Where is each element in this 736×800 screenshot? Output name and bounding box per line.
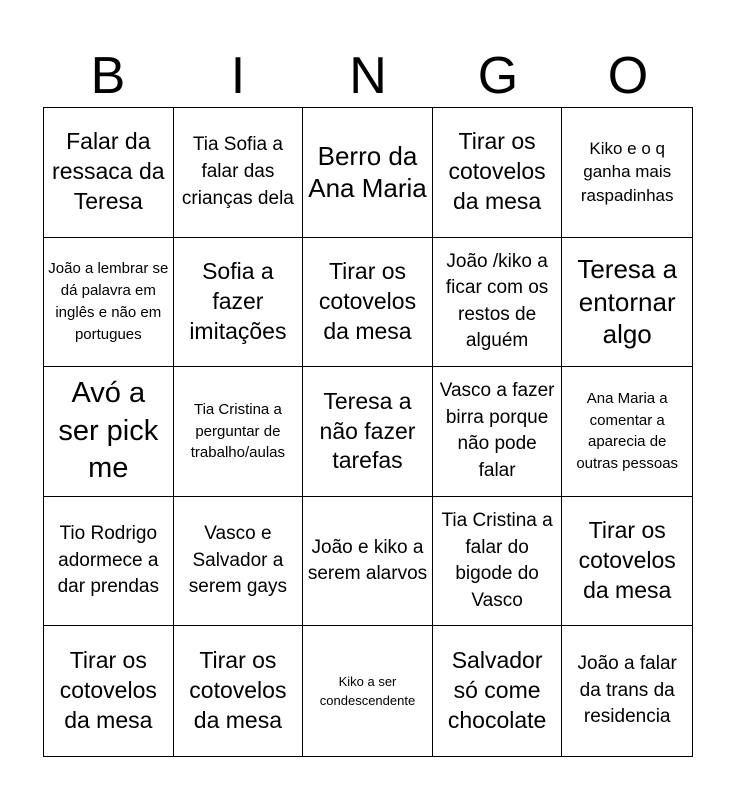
bingo-cell-r4c3[interactable]: João e kiko a serem alarvos (303, 497, 433, 627)
bingo-cell-r1c1[interactable]: Falar da ressaca da Teresa (44, 108, 174, 238)
header-letter-i: I (230, 47, 246, 105)
bingo-cell-r4c1[interactable]: Tio Rodrigo adormece a dar prendas (44, 497, 174, 627)
bingo-cell-r5c2[interactable]: Tirar os cotovelos da mesa (174, 626, 304, 756)
bingo-cell-r1c2[interactable]: Tia Sofia a falar das crianças dela (174, 108, 304, 238)
bingo-cell-r5c1[interactable]: Tirar os cotovelos da mesa (44, 626, 174, 756)
bingo-cell-r2c1[interactable]: João a lembrar se dá palavra em inglês e não em portugues (44, 238, 174, 368)
bingo-grid (43, 107, 693, 757)
bingo-cell-r4c2[interactable]: Vasco e Salvador a serem gays (174, 497, 304, 627)
bingo-cell-r3c1[interactable]: Avó a ser pick me (44, 367, 174, 497)
bingo-cell-r4c4[interactable]: Tia Cristina a falar do bigode do Vasco (433, 497, 563, 627)
bingo-cell-r3c2[interactable]: Tia Cristina a perguntar de trabalho/aulas (174, 367, 304, 497)
header-letter-g: G (477, 47, 519, 105)
bingo-cell-r2c4[interactable]: João /kiko a ficar com os restos de alguém (433, 238, 563, 368)
bingo-cell-r3c4[interactable]: Vasco a fazer birra porque não pode falar (433, 367, 563, 497)
bingo-cell-r3c3[interactable]: Teresa a não fazer tarefas (303, 367, 433, 497)
bingo-cell-r2c2[interactable]: Sofia a fazer imitações (174, 238, 304, 368)
bingo-cell-r3c5[interactable]: Ana Maria a comentar a aparecia de outras pessoas (562, 367, 692, 497)
bingo-cell-r5c5[interactable]: João a falar da trans da residencia (577, 653, 677, 728)
bingo-cell-r5c3[interactable]: Kiko a ser condescendente (303, 626, 433, 756)
bingo-cell-r2c5[interactable]: Teresa a entornar algo (562, 238, 692, 368)
bingo-cell-r5c4[interactable]: Salvador só come chocolate (433, 626, 563, 756)
bingo-cell-r2c3[interactable]: Tirar os cotovelos da mesa (303, 238, 433, 368)
bingo-header (43, 44, 693, 108)
bingo-cell-r1c3[interactable]: Berro da Ana Maria (303, 108, 433, 238)
bingo-cell-r1c5[interactable]: Kiko e o q ganha mais raspadinhas (562, 108, 692, 238)
header-letter-n: N (349, 47, 387, 105)
header-letter-b: B (90, 47, 126, 105)
bingo-cell-r1c4[interactable]: Tirar os cotovelos da mesa (433, 108, 563, 238)
bingo-cell-r4c5[interactable]: Tirar os cotovelos da mesa (562, 497, 692, 627)
header-letter-o: O (607, 47, 649, 105)
